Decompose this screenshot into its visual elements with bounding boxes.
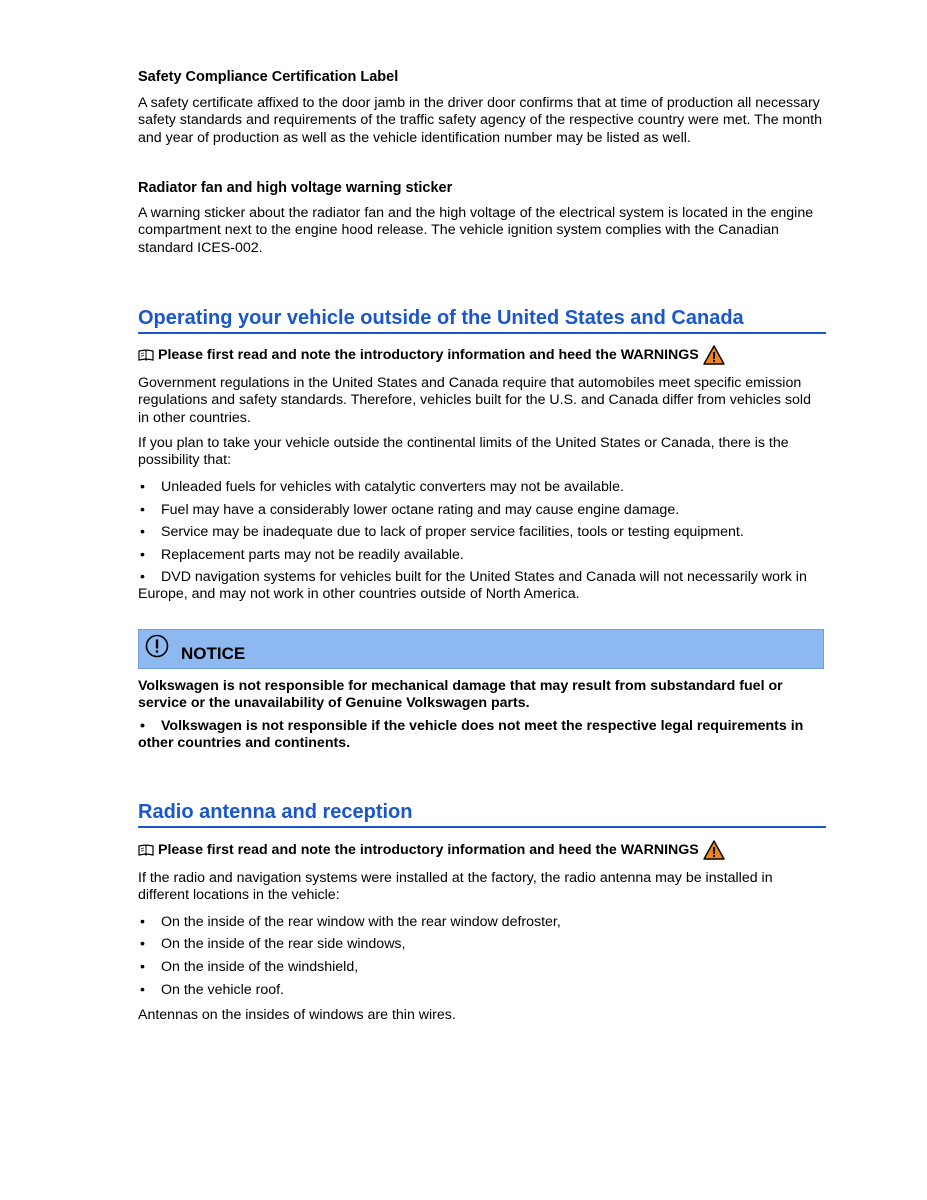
list-item: • Fuel may have a considerably lower octane rating and may cause engine damage. bbox=[140, 502, 680, 518]
notice-text-1: Volkswagen is not responsible for mechanical damage that may result from substandard fuel or service or the unavailability of Genuine Volkswagen parts. bbox=[138, 678, 783, 712]
list-item: • On the inside of the rear window with the rear window defroster, bbox=[140, 914, 561, 930]
operating-intro bbox=[138, 345, 725, 365]
cert-heading: Safety Compliance Certification Label bbox=[138, 69, 399, 85]
list-item: • Replacement parts may not be readily available. bbox=[140, 547, 464, 563]
bullet-glyph: • bbox=[140, 936, 145, 952]
radiator-text: A warning sticker about the radiator fan and the high voltage of the electrical system is located in the engine compartment next to the engine hood release. The vehicle ignition system complies with the Canadian standard ICES-002. bbox=[138, 205, 814, 256]
radio-intro bbox=[138, 840, 725, 860]
bullet-glyph: • bbox=[140, 547, 145, 563]
bullet-glyph: • bbox=[140, 982, 145, 998]
notice-text-2: • Volkswagen is not responsible if the vehicle does not meet the respective legal requirements in other countries and continents. bbox=[138, 718, 804, 752]
operating-para-1: Government regulations in the United States and Canada require that automobiles meet specific emission regulations and safety standards. Therefore, vehicles built for the U.S. and Canada differ from vehicles sold in other countries. bbox=[138, 375, 811, 426]
radio-section-title: Radio antenna and reception bbox=[138, 800, 826, 828]
operating-section-title: Operating your vehicle outside of the United States and Canada bbox=[138, 306, 826, 334]
radio-intro-text: Please first read and note the introductory information and heed the WARNINGS bbox=[158, 842, 699, 858]
list-item: • On the inside of the windshield, bbox=[140, 959, 359, 975]
bullet-glyph: • bbox=[140, 959, 145, 975]
book-icon bbox=[138, 844, 154, 856]
operating-para-2: If you plan to take your vehicle outside the continental limits of the United States or Canada, there is the possibility that: bbox=[138, 435, 789, 469]
bullet-glyph: • bbox=[140, 569, 145, 585]
list-item: • Unleaded fuels for vehicles with catalytic converters may not be available. bbox=[140, 479, 624, 495]
list-item: • On the inside of the rear side windows, bbox=[140, 936, 406, 952]
notice-box bbox=[138, 629, 824, 669]
book-icon bbox=[138, 349, 154, 361]
bullet-glyph: • bbox=[140, 524, 145, 540]
radiator-heading: Radiator fan and high voltage warning sticker bbox=[138, 180, 453, 196]
bullet-glyph: • bbox=[140, 479, 145, 495]
warning-triangle-icon bbox=[703, 345, 725, 365]
list-item: • Service may be inadequate due to lack of proper service facilities, tools or testing equipment. bbox=[140, 524, 744, 540]
notice-exclamation-icon bbox=[145, 634, 169, 658]
list-item: • DVD navigation systems for vehicles built for the United States and Canada will not necessarily work in Europe, and may not work in other countries outside of North America. bbox=[138, 569, 807, 603]
notice-label: NOTICE bbox=[181, 644, 246, 663]
bullet-glyph: • bbox=[140, 718, 145, 734]
radio-para-2: Antennas on the insides of windows are thin wires. bbox=[138, 1007, 456, 1023]
operating-intro-text: Please first read and note the introductory information and heed the WARNINGS bbox=[158, 347, 699, 363]
cert-text: A safety certificate affixed to the door jamb in the driver door confirms that at time of production all necessary safety standards and requirements of the traffic safety agency of the respective country were met. The month and year of production as well as the vehicle identification number may be listed as well. bbox=[138, 95, 822, 146]
bullet-glyph: • bbox=[140, 914, 145, 930]
list-item: • On the vehicle roof. bbox=[140, 982, 285, 998]
bullet-glyph: • bbox=[140, 502, 145, 518]
radio-para-1: If the radio and navigation systems were installed at the factory, the radio antenna may be installed in different locations in the vehicle: bbox=[138, 870, 773, 904]
warning-triangle-icon bbox=[703, 840, 725, 860]
